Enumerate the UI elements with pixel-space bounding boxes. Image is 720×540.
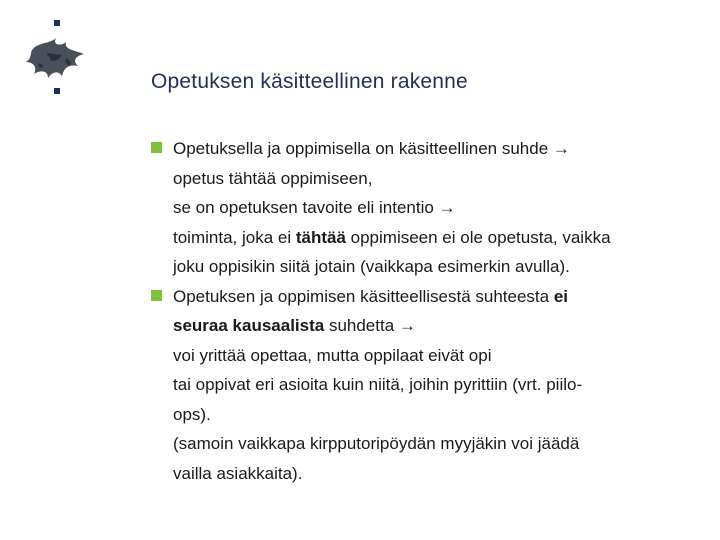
bullet-line: opetus tähtää oppimiseen,: [173, 168, 373, 188]
bullet-list: [150, 134, 710, 488]
bullet-line: ops).: [173, 404, 211, 424]
bullet-line: vailla asiakkaita).: [173, 463, 303, 483]
bullet-item: [150, 134, 710, 282]
slide-title: Opetuksen käsitteellinen rakenne: [151, 70, 468, 93]
bullet-item: [150, 282, 710, 489]
bullet-line: (samoin vaikkapa kirpputoripöydän myyjäkin voi jäädä: [173, 434, 580, 453]
bullet-line: Opetuksen ja oppimisen käsitteellisestä suhteesta ei: [173, 286, 569, 306]
bullet-line: voi yrittää opettaa, mutta oppilaat eivät opi: [173, 345, 492, 365]
bullet-line: seuraa kausaalista suhdetta →: [173, 316, 416, 335]
bullet-line: Opetuksella ja oppimisella on käsitteellinen suhde →: [173, 139, 570, 158]
bullet-line: joku oppisikin siitä jotain (vaikkapa esimerkin avulla).: [173, 257, 570, 276]
bullet-line: toiminta, joka ei tähtää oppimiseen ei ole opetusta, vaikka: [173, 227, 611, 247]
bullet-marker-icon: [151, 290, 162, 301]
bullet-line: se on opetuksen tavoite eli intentio →: [173, 198, 456, 217]
university-logo-icon: [22, 20, 90, 98]
bullet-line: tai oppivat eri asioita kuin niitä, joihin pyrittiin (vrt. piilo-: [173, 375, 583, 394]
bullet-marker-icon: [151, 142, 162, 153]
